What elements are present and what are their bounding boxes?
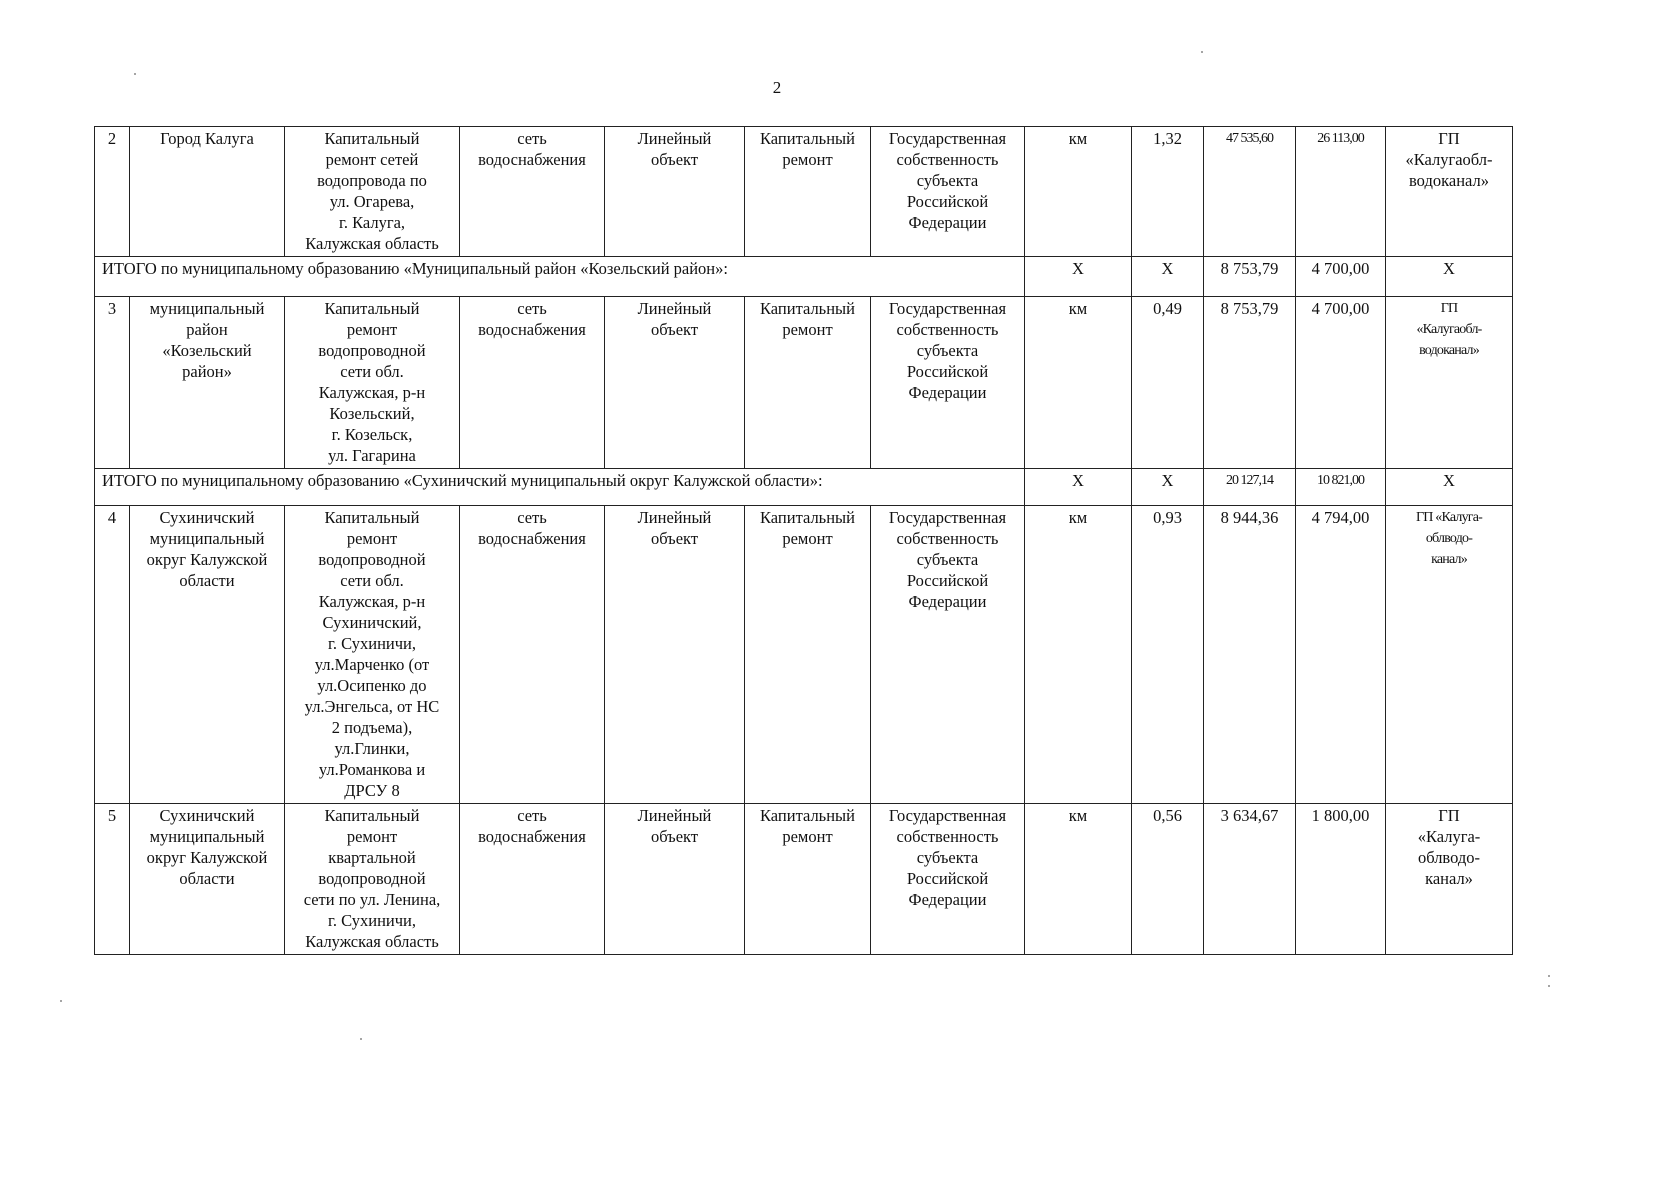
table-row xyxy=(95,127,1513,257)
length-cell: 0,93 xyxy=(1132,506,1204,804)
scan-speck xyxy=(360,1038,362,1040)
municipality-cell: муниципальный район «Козельский район» xyxy=(130,297,285,469)
total-label: ИТОГО по муниципальному образованию «Сухиничский муниципальный округ Калужской области»: xyxy=(95,469,1025,506)
customer-cell: ГП «Калугаобл- водоканал» xyxy=(1386,297,1513,469)
row-number: 4 xyxy=(95,506,130,804)
table-row xyxy=(95,804,1513,955)
total-cost-cell: 8 753,79 xyxy=(1204,257,1296,297)
row-number: 2 xyxy=(95,127,130,257)
cost-subsidy-cell: 26 113,00 xyxy=(1296,127,1386,257)
network-type-cell: сеть водоснабжения xyxy=(460,804,605,955)
object-name-cell: Капитальный ремонт сетей водопровода по ул. Огарева, г. Калуга, Калужская область xyxy=(285,127,460,257)
cost-total-cell: 3 634,67 xyxy=(1204,804,1296,955)
customer-cell: ГП «Калуга- облводо- канал» xyxy=(1386,506,1513,804)
cost-total-cell: 8 944,36 xyxy=(1204,506,1296,804)
total-subsidy-cell: 4 700,00 xyxy=(1296,257,1386,297)
municipality-cell: Город Калуга xyxy=(130,127,285,257)
ownership-cell: Государственная собственность субъекта Российской Федерации xyxy=(871,506,1025,804)
table-row xyxy=(95,506,1513,804)
cost-subsidy-cell: 1 800,00 xyxy=(1296,804,1386,955)
unit-cell: км xyxy=(1025,506,1132,804)
scan-speck xyxy=(1201,51,1203,53)
work-type-cell: Капитальный ремонт xyxy=(745,127,871,257)
total-customer-cell: Х xyxy=(1386,257,1513,297)
scan-speck xyxy=(60,1000,62,1002)
network-type-cell: сеть водоснабжения xyxy=(460,506,605,804)
object-type-cell: Линейный объект xyxy=(605,297,745,469)
page-number: 2 xyxy=(772,78,782,97)
unit-cell: км xyxy=(1025,804,1132,955)
total-cost-cell: 20 127,14 xyxy=(1204,469,1296,506)
table-row xyxy=(95,297,1513,469)
network-type-cell: сеть водоснабжения xyxy=(460,127,605,257)
cost-subsidy-cell: 4 700,00 xyxy=(1296,297,1386,469)
total-unit-cell: Х xyxy=(1025,257,1132,297)
scan-speck xyxy=(1548,975,1550,977)
municipality-cell: Сухиничский муниципальный округ Калужской области xyxy=(130,804,285,955)
total-unit-cell: Х xyxy=(1025,469,1132,506)
municipality-cell: Сухиничский муниципальный округ Калужской области xyxy=(130,506,285,804)
unit-cell: км xyxy=(1025,127,1132,257)
total-label: ИТОГО по муниципальному образованию «Муниципальный район «Козельский район»: xyxy=(95,257,1025,297)
network-type-cell: сеть водоснабжения xyxy=(460,297,605,469)
object-type-cell: Линейный объект xyxy=(605,506,745,804)
row-number: 5 xyxy=(95,804,130,955)
scan-speck xyxy=(134,73,136,75)
customer-cell: ГП «Калуга- облводо- канал» xyxy=(1386,804,1513,955)
work-type-cell: Капитальный ремонт xyxy=(745,297,871,469)
total-subsidy-cell: 10 821,00 xyxy=(1296,469,1386,506)
object-name-cell: Капитальный ремонт квартальной водопроводной сети по ул. Ленина, г. Сухиничи, Калужская область xyxy=(285,804,460,955)
ownership-cell: Государственная собственность субъекта Российской Федерации xyxy=(871,804,1025,955)
object-name-cell: Капитальный ремонт водопроводной сети обл. Калужская, р-н Сухиничский, г. Сухиничи, ул.Марченко (от ул.Осипенко до ул.Энгельса, от НС 2 подъема), ул.Глинки, ул.Романкова и ДРСУ 8 xyxy=(285,506,460,804)
object-type-cell: Линейный объект xyxy=(605,127,745,257)
row-number: 3 xyxy=(95,297,130,469)
total-row xyxy=(95,257,1513,297)
work-type-cell: Капитальный ремонт xyxy=(745,804,871,955)
unit-cell: км xyxy=(1025,297,1132,469)
scan-speck xyxy=(1548,985,1550,987)
length-cell: 0,49 xyxy=(1132,297,1204,469)
object-type-cell: Линейный объект xyxy=(605,804,745,955)
total-row xyxy=(95,469,1513,506)
capital-repair-table xyxy=(94,126,1513,955)
ownership-cell: Государственная собственность субъекта Российской Федерации xyxy=(871,297,1025,469)
total-length-cell: Х xyxy=(1132,469,1204,506)
cost-total-cell: 47 535,60 xyxy=(1204,127,1296,257)
length-cell: 1,32 xyxy=(1132,127,1204,257)
length-cell: 0,56 xyxy=(1132,804,1204,955)
cost-subsidy-cell: 4 794,00 xyxy=(1296,506,1386,804)
customer-cell: ГП «Калугаобл- водоканал» xyxy=(1386,127,1513,257)
total-length-cell: Х xyxy=(1132,257,1204,297)
total-customer-cell: Х xyxy=(1386,469,1513,506)
object-name-cell: Капитальный ремонт водопроводной сети обл. Калужская, р-н Козельский, г. Козельск, ул. Гагарина xyxy=(285,297,460,469)
cost-total-cell: 8 753,79 xyxy=(1204,297,1296,469)
ownership-cell: Государственная собственность субъекта Российской Федерации xyxy=(871,127,1025,257)
work-type-cell: Капитальный ремонт xyxy=(745,506,871,804)
